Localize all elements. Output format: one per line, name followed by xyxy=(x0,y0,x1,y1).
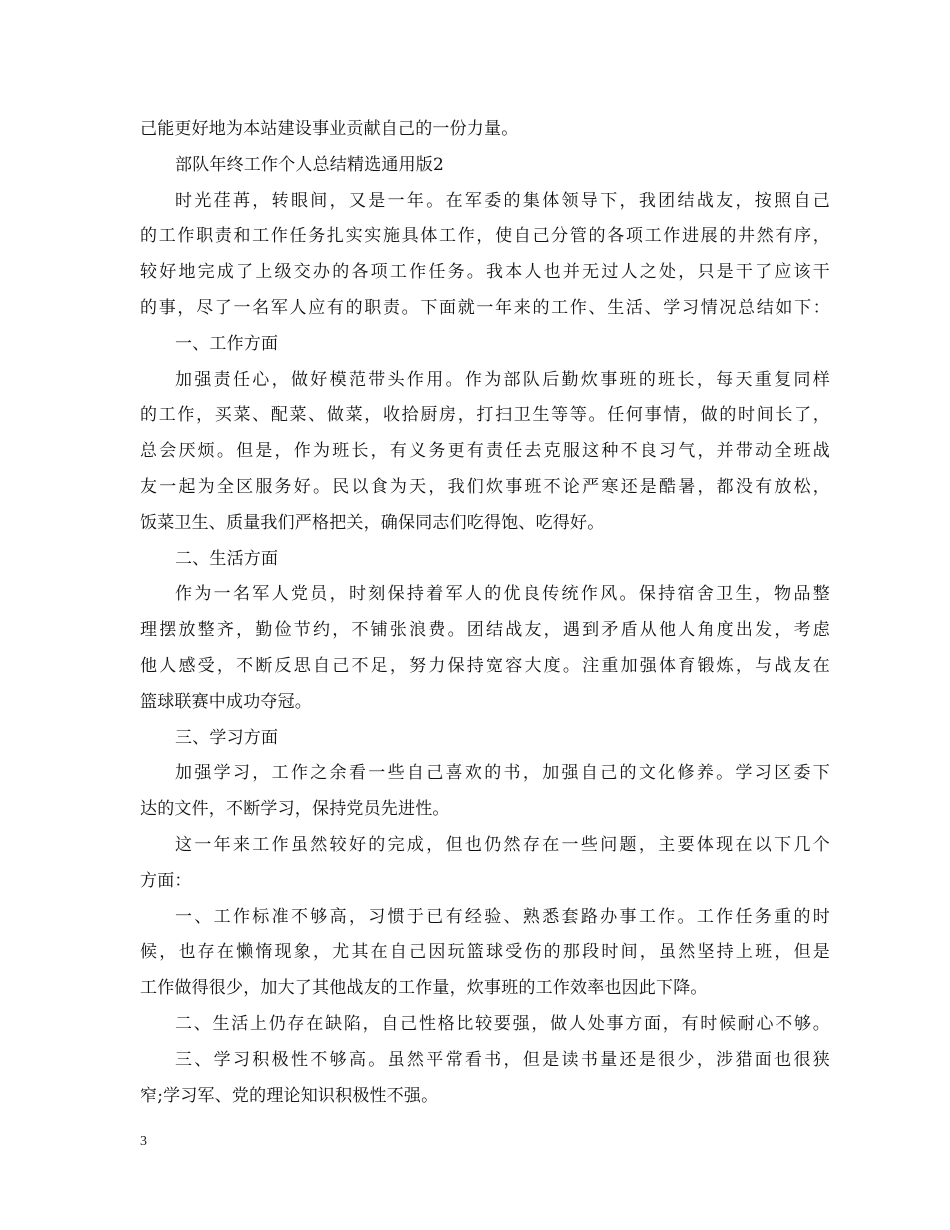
page-number: 3 xyxy=(140,1134,147,1149)
paragraph-line: 较好地完成了上级交办的各项工作任务。我本人也并无过人之处，只是干了应该干 xyxy=(140,262,830,283)
section-heading: 三、学习方面 xyxy=(175,727,279,748)
paragraph-line: 一、工作标准不够高，习惯于已有经验、熟悉套路办事工作。工作任务重的时 xyxy=(175,906,830,927)
section-heading: 一、工作方面 xyxy=(175,333,279,354)
paragraph-line: 方面： xyxy=(140,870,192,891)
paragraph-line: 篮球联赛中成功夺冠。 xyxy=(140,691,312,712)
paragraph-line: 友一起为全区服务好。民以食为天，我们炊事班不论严寒还是酷暑，都没有放松， xyxy=(140,476,830,497)
paragraph-line: 加强责任心，做好模范带头作用。作为部队后勤炊事班的班长，每天重复同样 xyxy=(175,369,830,390)
paragraph-line: 作为一名军人党员，时刻保持着军人的优良传统作风。保持宿舍卫生，物品整 xyxy=(175,584,830,605)
paragraph-line: 这一年来工作虽然较好的完成，但也仍然存在一些问题，主要体现在以下几个 xyxy=(175,834,830,855)
section-heading: 二、生活方面 xyxy=(175,548,279,569)
paragraph-line: 二、生活上仍存在缺陷，自己性格比较要强，做人处事方面，有时候耐心不够。 xyxy=(175,1013,830,1034)
paragraph-line: 理摆放整齐，勤俭节约，不铺张浪费。团结战友，遇到矛盾从他人角度出发，考虑 xyxy=(140,620,830,641)
paragraph-line: 己能更好地为本站建设事业贡献自己的一份力量。 xyxy=(140,119,519,139)
paragraph-line: 窄;学习军、党的理论知识积极性不强。 xyxy=(140,1085,439,1106)
paragraph-line: 的工作，买菜、配菜、做菜，收拾厨房，打扫卫生等等。任何事情，做的时间长了， xyxy=(140,405,830,426)
paragraph-line: 的事，尽了一名军人应有的职责。下面就一年来的工作、生活、学习情况总结如下： xyxy=(140,297,830,318)
paragraph-line: 的工作职责和工作任务扎实实施具体工作，使自己分管的各项工作进展的井然有序， xyxy=(140,226,830,247)
paragraph-line: 时光荏苒，转眼间，又是一年。在军委的集体领导下，我团结战友，按照自己 xyxy=(175,190,830,211)
paragraph-line: 加强学习，工作之余看一些自己喜欢的书，加强自己的文化修养。学习区委下 xyxy=(175,763,830,784)
paragraph-line: 他人感受，不断反思自己不足，努力保持宽容大度。注重加强体育锻炼，与战友在 xyxy=(140,655,830,676)
paragraph-line: 饭菜卫生、质量我们严格把关，确保同志们吃得饱、吃得好。 xyxy=(140,512,605,533)
document-body xyxy=(140,112,830,1114)
paragraph-line: 候，也存在懒惰现象，尤其在自己因玩篮球受伤的那段时间，虽然坚持上班，但是 xyxy=(140,942,830,963)
paragraph-line: 三、学习积极性不够高。虽然平常看书，但是读书量还是很少，涉猎面也很狭 xyxy=(175,1049,830,1070)
paragraph-line: 工作做得很少，加大了其他战友的工作量，炊事班的工作效率也因此下降。 xyxy=(140,978,708,999)
paragraph-line: 总会厌烦。但是，作为班长，有义务更有责任去克服这种不良习气，并带动全班战 xyxy=(140,441,830,462)
paragraph-line: 达的文件，不断学习，保持党员先进性。 xyxy=(140,799,450,820)
section-title: 部队年终工作个人总结精选通用版2 xyxy=(175,154,445,175)
